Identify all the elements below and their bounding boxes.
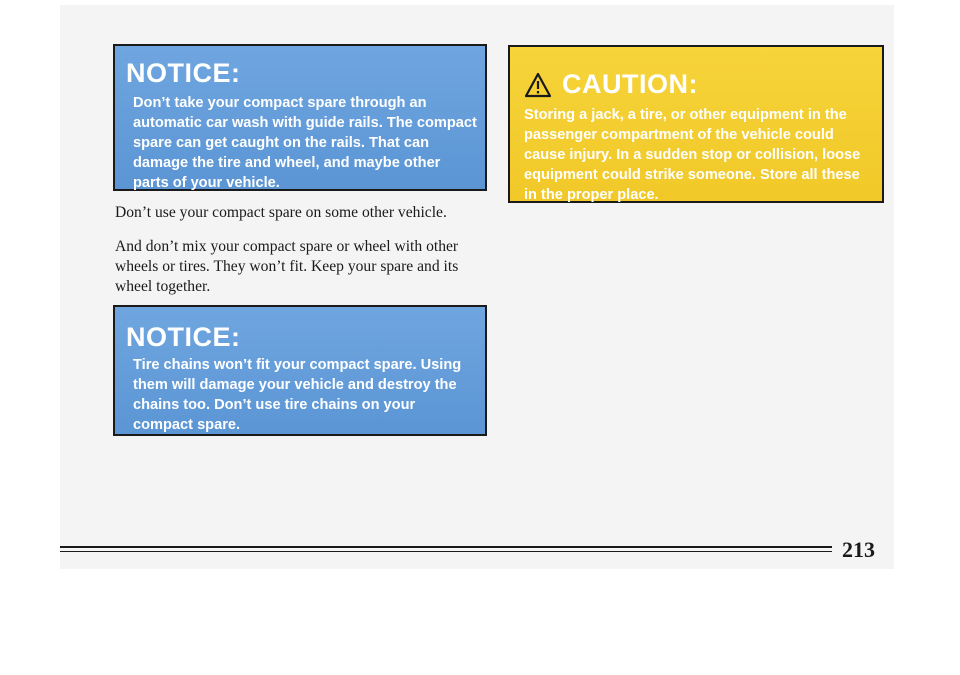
paragraph-mix-wheels: And don’t mix your compact spare or wheel with other wheels or tires. They won’t fit. Keep your spare and its wheel together. <box>115 238 459 295</box>
footer-rule-thick <box>60 546 832 548</box>
warning-triangle-icon <box>524 72 552 98</box>
caution-title: CAUTION: <box>562 69 698 99</box>
notice-title: NOTICE: <box>126 58 241 88</box>
notice-body: Don’t take your compact spare through an automatic car wash with guide rails. The compact spare can get caught on the rails. That can damage the tire and wheel, and maybe other parts of your vehicle. <box>133 95 477 191</box>
caution-header <box>524 69 698 100</box>
notice-title: NOTICE: <box>126 322 241 352</box>
notice-box-car-wash <box>113 44 487 191</box>
notice-box-tire-chains <box>113 305 487 436</box>
footer-rule-thin <box>60 551 832 552</box>
caution-box-equipment <box>508 45 884 203</box>
paragraph-other-vehicle: Don’t use your compact spare on some other vehicle. <box>115 204 447 221</box>
notice-body: Tire chains won’t fit your compact spare. Using them will damage your vehicle and destroy the chains too. Don’t use tire chains on your compact spare. <box>133 357 462 433</box>
page-number: 213 <box>842 537 875 562</box>
caution-body: Storing a jack, a tire, or other equipment in the passenger compartment of the vehicle could cause injury. In a sudden stop or collision, loose equipment could strike someone. Store all these in the proper place. <box>524 107 861 203</box>
